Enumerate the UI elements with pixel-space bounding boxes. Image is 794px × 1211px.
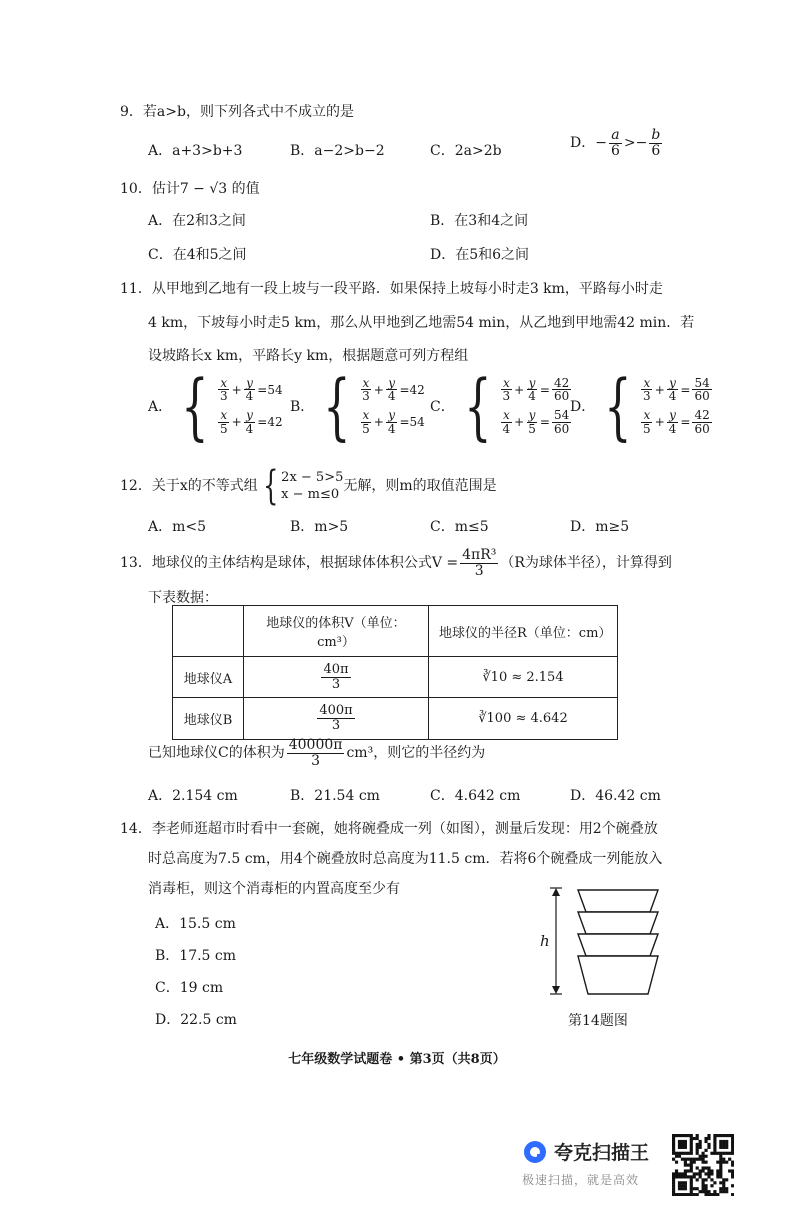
bowl <box>578 956 658 994</box>
brand-name: 夸克扫描王 <box>554 1142 650 1164</box>
q10-stem: 10．估计7 − √3 的值 <box>120 181 260 197</box>
brand-slogan: 极速扫描，就是高效 <box>522 1173 640 1187</box>
q13-option-a: A．2.154 cm <box>148 788 238 804</box>
q11-option-c: C． { $\frac{x}{3}$ + $\frac{y}{4}$ = $\frac{42}{60}$ $\frac{x}{4}$ + $\frac{y}{5}$ = $\frac{54}{60}$ <box>430 370 573 442</box>
q10-option-a: A．在2和3之间 <box>148 213 246 229</box>
q10-option-c: C．在4和5之间 <box>148 247 247 263</box>
q12-inequality-2: x − m≤0 <box>281 487 340 502</box>
q14-line-1: 14．李老师逛超市时看中一套碗，她将碗叠成一列（如图），测量后发现：用2个碗叠放 <box>120 821 658 837</box>
table-cell-volume: $\frac{40\pi}{3}$ <box>244 657 429 698</box>
q14-option-c: C．19 cm <box>155 980 224 996</box>
table-header-cell: 地球仪的体积V（单位：cm³） <box>244 606 429 657</box>
q11-option-a: A． { $\frac{x}{3}$ + $\frac{y}{4}$ = 54 $\frac{x}{5}$ + $\frac{y}{4}$ = 42 <box>148 364 283 448</box>
q13-table <box>172 605 618 740</box>
figure-caption: 第14题图 <box>568 1013 628 1029</box>
equation: $\frac{x}{3}$ + $\frac{y}{4}$ = $\frac{42}{60}$ <box>502 375 570 404</box>
table-header-row <box>173 606 618 657</box>
table-row <box>173 698 618 739</box>
q14-line-2: 时总高度为7.5 cm，用4个碗叠放时总高度为11.5 cm．若将6个碗叠成一列能放入 <box>148 851 663 867</box>
option-label: C． <box>430 399 455 415</box>
table-cell-radius: ∛10 ≈ 2.154 <box>429 657 618 698</box>
q12-stem: 12．关于x的不等式组 { 2x − 5>5 x − m≤0 无解，则m的取值范围是 <box>120 463 497 509</box>
table-header-cell <box>173 606 244 657</box>
q10-option-b: B．在3和4之间 <box>430 213 529 229</box>
scanner-logo-icon <box>522 1139 548 1165</box>
q13-option-c: C．4.642 cm <box>430 788 521 804</box>
page-footer: 七年级数学试题卷 • 第3页（共8页） <box>288 1052 506 1067</box>
table-header-cell: 地球仪的半径R（单位：cm） <box>429 606 618 657</box>
q9-option-a: A．a+3>b+3 <box>148 143 243 159</box>
q14-option-d: D．22.5 cm <box>155 1012 237 1028</box>
equation: $\frac{x}{5}$ + $\frac{y}{4}$ = 42 <box>219 408 283 436</box>
bowl <box>578 912 658 934</box>
q12-option-c: C．m≤5 <box>430 519 489 535</box>
equation: $\frac{x}{3}$ + $\frac{y}{4}$ = 42 <box>362 375 425 404</box>
option-label: D． <box>570 399 596 415</box>
table-row <box>173 657 618 698</box>
bowl <box>578 934 658 956</box>
option-label: A． <box>148 399 173 415</box>
option-label: B． <box>290 399 315 415</box>
table-cell-radius: ∛100 ≈ 4.642 <box>429 698 618 739</box>
q9-stem: 9．若a>b，则下列各式中不成立的是 <box>120 104 354 120</box>
q14-option-a: A．15.5 cm <box>155 916 236 932</box>
equation: $\frac{x}{5}$ + $\frac{y}{4}$ = $\frac{42}{60}$ <box>643 408 710 436</box>
q9-option-d: D．− $\frac{a}{6}$ >− $\frac{b}{6}$ <box>570 127 661 159</box>
equation: $\frac{x}{4}$ + $\frac{y}{5}$ = $\frac{54}{60}$ <box>502 408 570 436</box>
table-cell-name: 地球仪B <box>173 698 244 739</box>
stacked-bowls-figure <box>530 882 670 1002</box>
q9-option-b: B．a−2>b−2 <box>290 143 385 159</box>
q12-inequality-1: 2x − 5>5 <box>281 470 344 485</box>
q9-option-c: C．2a>2b <box>430 143 502 159</box>
q14-option-b: B．17.5 cm <box>155 948 237 964</box>
q12-option-b: B．m>5 <box>290 519 349 535</box>
q13-option-b: B．21.54 cm <box>290 788 380 804</box>
q11-option-b: B． { $\frac{x}{3}$ + $\frac{y}{4}$ = 42 $\frac{x}{5}$ + $\frac{y}{4}$ = 54 <box>290 364 425 448</box>
q13-line-1: 13．地球仪的主体结构是球体，根据球体体积公式V = $\frac{\text{4πR³}}{3}$ （R为球体半径），计算得到 <box>120 547 672 579</box>
height-label: h <box>540 932 550 950</box>
equation: $\frac{x}{3}$ + $\frac{y}{4}$ = 54 <box>219 375 283 404</box>
table-cell-name: 地球仪A <box>173 657 244 698</box>
bowl <box>578 890 658 912</box>
equation: $\frac{x}{5}$ + $\frac{y}{4}$ = 54 <box>362 408 425 436</box>
q11-line-1: 11．从甲地到乙地有一段上坡与一段平路．如果保持上坡每小时走3 km，平路每小时走 <box>120 281 663 297</box>
q11-line-2: 4 km，下坡每小时走5 km，那么从甲地到乙地需54 min，从乙地到甲地需42 min．若 <box>148 315 695 331</box>
q13-option-d: D．46.42 cm <box>570 788 661 804</box>
q14-line-3: 消毒柜，则这个消毒柜的内置高度至少有 <box>148 881 400 897</box>
q11-line-3: 设坡路长x km，平路长y km，根据题意可列方程组 <box>148 348 469 364</box>
q13-line-3: 已知地球仪C的体积为 $\frac{40000\pi}{3}$ cm³，则它的半径约为 <box>148 737 486 769</box>
q10-option-d: D．在5和6之间 <box>430 247 530 263</box>
scanner-brand <box>522 1138 672 1188</box>
qr-code-icon[interactable] <box>672 1134 734 1196</box>
table-cell-volume: $\frac{400\pi}{3}$ <box>244 698 429 739</box>
q11-option-d: D． { $\frac{x}{3}$ + $\frac{y}{4}$ = $\frac{54}{60}$ $\frac{x}{5}$ + $\frac{y}{4}$ = $\frac{42}{60}$ <box>570 370 714 442</box>
q13-line-2: 下表数据： <box>148 590 218 606</box>
q12-option-d: D．m≥5 <box>570 519 630 535</box>
q12-option-a: A．m<5 <box>148 519 207 535</box>
equation: $\frac{x}{3}$ + $\frac{y}{4}$ = $\frac{54}{60}$ <box>643 375 710 404</box>
